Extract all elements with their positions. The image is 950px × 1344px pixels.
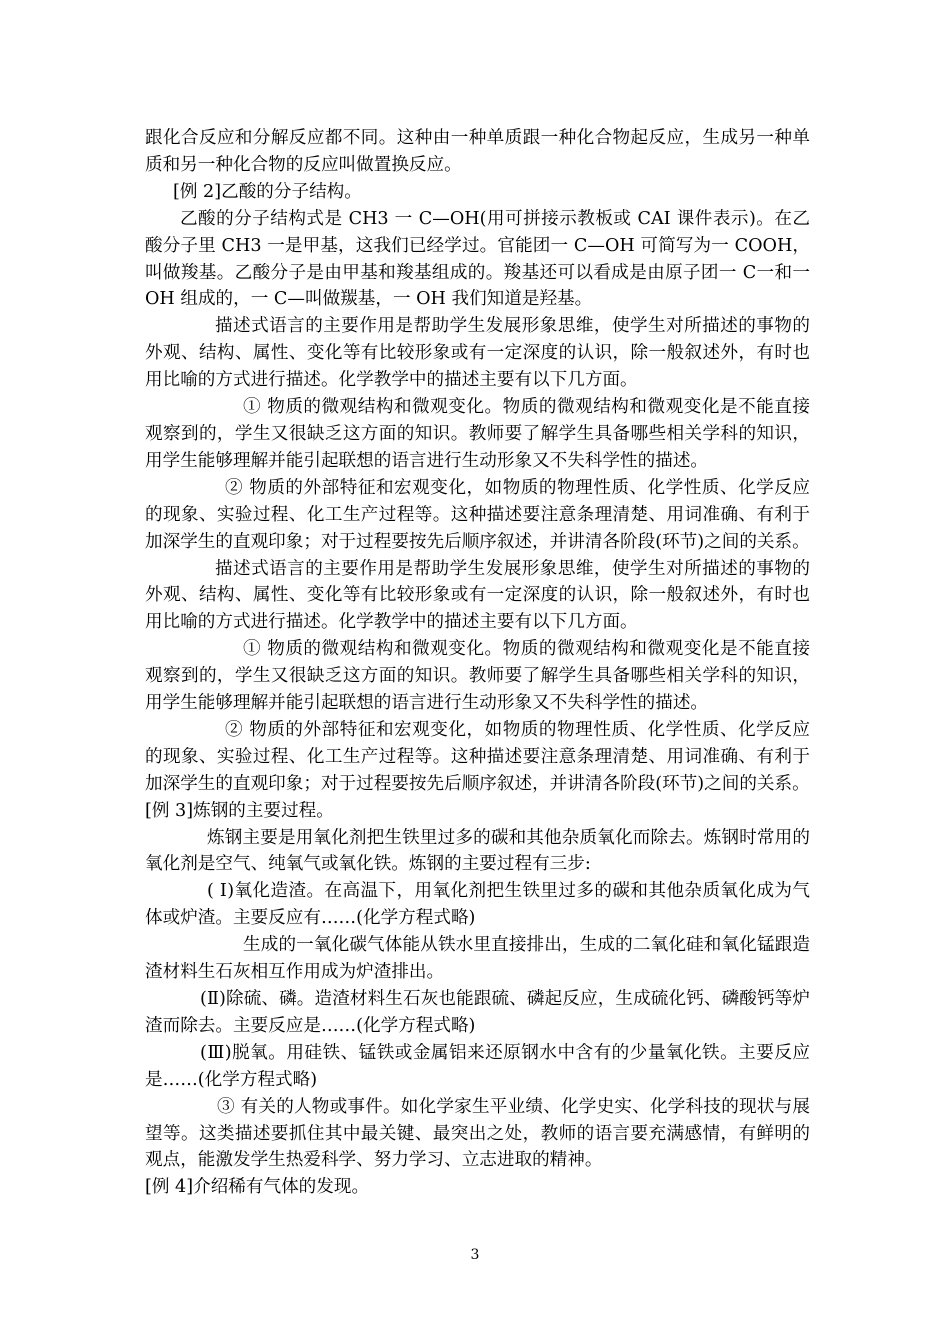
paragraph-descriptive-intro: 描述式语言的主要作用是帮助学生发展形象思维，使学生对所描述的事物的外观、结构、属性、变化等有比较形象或有一定深度的认识，除一般叙述外，有时也用比喻的方式进行描述。化学教学中的描述主要有以下几方面。	[145, 316, 810, 391]
paragraph-item-2-repeat: ② 物质的外部特征和宏观变化，如物质的物理性质、化学性质、化学反应的现象、实验过程、化工生产过程等。这种描述要注意条理清楚、用词准确、有利于加深学生的直观印象；对于过程要按先后顺序叙述，并讲清各阶段(环节)之间的关系。	[145, 719, 810, 794]
page-number: 3	[470, 1247, 480, 1263]
paragraph-step-2: (Ⅱ)除硫、磷。造渣材料生石灰也能跟硫、磷起反应，生成硫化钙、磷酸钙等炉渣而除去。主要反应是……(化学方程式略)	[145, 989, 810, 1036]
example-3-heading: [例 3]炼钢的主要过程。	[145, 800, 334, 821]
paragraph-item-1-repeat: ① 物质的微观结构和微观变化。物质的微观结构和微观变化是不能直接观察到的，学生又很缺乏这方面的知识。教师要了解学生具备哪些相关学科的知识，用学生能够理解并能引起联想的语言进行生动形象又不失科学性的描述。	[145, 639, 810, 714]
paragraph-step-1-detail: 生成的一氧化碳气体能从铁水里直接排出，生成的二氧化硅和氧化锰跟造渣材料生石灰相互作用成为炉渣排出。	[145, 935, 810, 983]
paragraph-step-1: ( Ⅰ)氧化造渣。在高温下，用氧化剂把生铁里过多的碳和其他杂质氧化成为气体或炉渣。主要反应有……(化学方程式略)	[145, 881, 810, 929]
paragraph-1: 跟化合反应和分解反应都不同。这种由一种单质跟一种化合物起反应，生成另一种单质和另一种化合物的反应叫做置换反应。	[145, 128, 810, 175]
paragraph-acetic-acid: 乙酸的分子结构式是 CH3 一 C—OH(用可拼接示教板或 CAI 课件表示)。在乙酸分子里 CH3 一是甲基，这我们已经学过。官能团一 C—OH 可简写为一 COOH，叫做羧基。乙酸分子是由甲基和羧基组成的。羧基还可以看成是由原子团一 C一和一 OH 组成的，一 C—叫做羰基，一 OH 我们知道是羟基。	[145, 208, 810, 310]
example-4-heading: [例 4]介绍稀有气体的发现。	[145, 1177, 370, 1198]
example-2-heading: [例 2]乙酸的分子结构。	[173, 181, 362, 202]
paragraph-item-3: ③ 有关的人物或事件。如化学家生平业绩、化学史实、化学科技的现状与展望等。这类描述要抓住其中最关键、最突出之处，教师的语言要充满感情，有鲜明的观点，能激发学生热爱科学、努力学习、立志进取的精神。	[145, 1096, 810, 1171]
paragraph-item-2: ② 物质的外部特征和宏观变化，如物质的物理性质、化学性质、化学反应的现象、实验过程、化工生产过程等。这种描述要注意条理清楚、用词准确、有利于加深学生的直观印象；对于过程要按先后顺序叙述，并讲清各阶段(环节)之间的关系。	[145, 477, 810, 552]
paragraph-item-1: ① 物质的微观结构和微观变化。物质的微观结构和微观变化是不能直接观察到的，学生又很缺乏这方面的知识。教师要了解学生具备哪些相关学科的知识，用学生能够理解并能引起联想的语言进行生动形象又不失科学性的描述。	[145, 397, 810, 471]
text-body	[145, 125, 810, 1201]
paragraph-step-3: (Ⅲ)脱氧。用硅铁、锰铁或金属铝来还原钢水中含有的少量氧化铁。主要反应是……(化学方程式略)	[145, 1042, 810, 1090]
paragraph-steelmaking-intro: 炼钢主要是用氧化剂把生铁里过多的碳和其他杂质氧化而除去。炼钢时常用的氧化剂是空气、纯氧气或氧化铁。炼钢的主要过程有三步:	[145, 827, 810, 875]
paragraph-descriptive-intro-repeat: 描述式语言的主要作用是帮助学生发展形象思维，使学生对所描述的事物的外观、结构、属性、变化等有比较形象或有一定深度的认识，除一般叙述外，有时也用比喻的方式进行描述。化学教学中的描述主要有以下几方面。	[145, 558, 810, 633]
